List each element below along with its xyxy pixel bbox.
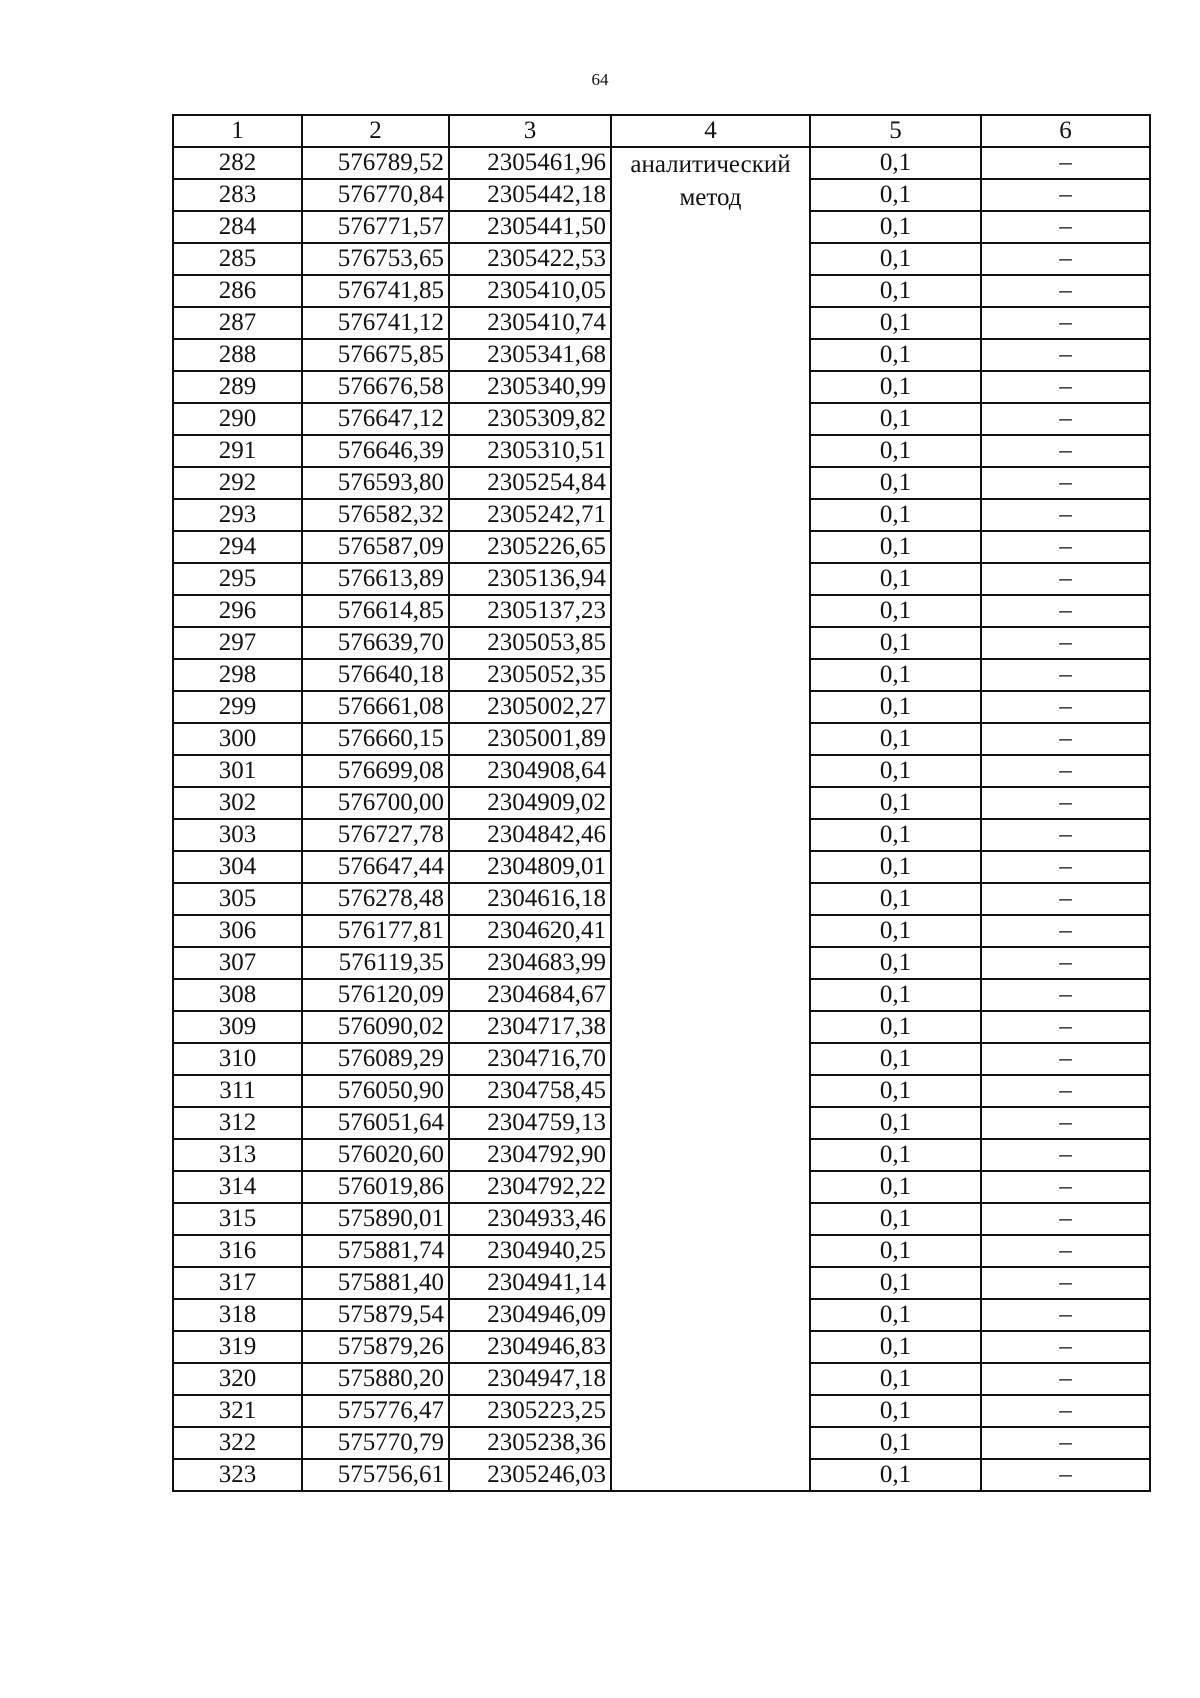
y-coordinate-cell: 2305442,18 [449, 179, 611, 211]
y-coordinate-cell: 2304940,25 [449, 1235, 611, 1267]
y-coordinate-cell: 2304684,67 [449, 979, 611, 1011]
y-coordinate-cell: 2305410,05 [449, 275, 611, 307]
point-number-cell: 297 [173, 627, 302, 659]
note-cell: – [981, 1235, 1150, 1267]
note-cell: – [981, 595, 1150, 627]
y-coordinate-cell: 2305410,74 [449, 307, 611, 339]
accuracy-cell: 0,1 [810, 915, 981, 947]
accuracy-cell: 0,1 [810, 339, 981, 371]
y-coordinate-cell: 2304809,01 [449, 851, 611, 883]
accuracy-cell: 0,1 [810, 179, 981, 211]
y-coordinate-cell: 2304909,02 [449, 787, 611, 819]
note-cell: – [981, 755, 1150, 787]
accuracy-cell: 0,1 [810, 787, 981, 819]
note-cell: – [981, 211, 1150, 243]
y-coordinate-cell: 2304933,46 [449, 1203, 611, 1235]
accuracy-cell: 0,1 [810, 1363, 981, 1395]
point-number-cell: 316 [173, 1235, 302, 1267]
x-coordinate-cell: 575770,79 [302, 1427, 449, 1459]
note-cell: – [981, 371, 1150, 403]
note-cell: – [981, 1459, 1150, 1491]
accuracy-cell: 0,1 [810, 1427, 981, 1459]
x-coordinate-cell: 576661,08 [302, 691, 449, 723]
y-coordinate-cell: 2304717,38 [449, 1011, 611, 1043]
point-number-cell: 310 [173, 1043, 302, 1075]
note-cell: – [981, 531, 1150, 563]
x-coordinate-cell: 575756,61 [302, 1459, 449, 1491]
point-number-cell: 283 [173, 179, 302, 211]
y-coordinate-cell: 2304947,18 [449, 1363, 611, 1395]
x-coordinate-cell: 575776,47 [302, 1395, 449, 1427]
note-cell: – [981, 1363, 1150, 1395]
y-coordinate-cell: 2305340,99 [449, 371, 611, 403]
note-cell: – [981, 1267, 1150, 1299]
point-number-cell: 321 [173, 1395, 302, 1427]
point-number-cell: 285 [173, 243, 302, 275]
x-coordinate-cell: 576771,57 [302, 211, 449, 243]
x-coordinate-cell: 576120,09 [302, 979, 449, 1011]
header-cell-1: 1 [173, 115, 302, 147]
note-cell: – [981, 787, 1150, 819]
note-cell: – [981, 915, 1150, 947]
header-cell-6: 6 [981, 115, 1150, 147]
y-coordinate-cell: 2305052,35 [449, 659, 611, 691]
point-number-cell: 287 [173, 307, 302, 339]
point-number-cell: 306 [173, 915, 302, 947]
point-number-cell: 282 [173, 147, 302, 179]
y-coordinate-cell: 2305341,68 [449, 339, 611, 371]
y-coordinate-cell: 2304946,09 [449, 1299, 611, 1331]
note-cell: – [981, 1107, 1150, 1139]
x-coordinate-cell: 576741,85 [302, 275, 449, 307]
point-number-cell: 305 [173, 883, 302, 915]
accuracy-cell: 0,1 [810, 1107, 981, 1139]
x-coordinate-cell: 576593,80 [302, 467, 449, 499]
x-coordinate-cell: 576582,32 [302, 499, 449, 531]
point-number-cell: 322 [173, 1427, 302, 1459]
point-number-cell: 315 [173, 1203, 302, 1235]
note-cell: – [981, 1331, 1150, 1363]
note-cell: – [981, 563, 1150, 595]
x-coordinate-cell: 575881,40 [302, 1267, 449, 1299]
header-cell-4: 4 [611, 115, 810, 147]
accuracy-cell: 0,1 [810, 243, 981, 275]
note-cell: – [981, 947, 1150, 979]
point-number-cell: 323 [173, 1459, 302, 1491]
accuracy-cell: 0,1 [810, 1075, 981, 1107]
y-coordinate-cell: 2304941,14 [449, 1267, 611, 1299]
point-number-cell: 290 [173, 403, 302, 435]
point-number-cell: 313 [173, 1139, 302, 1171]
y-coordinate-cell: 2305223,25 [449, 1395, 611, 1427]
note-cell: – [981, 1427, 1150, 1459]
note-cell: – [981, 883, 1150, 915]
accuracy-cell: 0,1 [810, 1267, 981, 1299]
x-coordinate-cell: 576741,12 [302, 307, 449, 339]
x-coordinate-cell: 576699,08 [302, 755, 449, 787]
note-cell: – [981, 627, 1150, 659]
point-number-cell: 301 [173, 755, 302, 787]
accuracy-cell: 0,1 [810, 851, 981, 883]
accuracy-cell: 0,1 [810, 883, 981, 915]
accuracy-cell: 0,1 [810, 1171, 981, 1203]
x-coordinate-cell: 575879,54 [302, 1299, 449, 1331]
point-number-cell: 319 [173, 1331, 302, 1363]
accuracy-cell: 0,1 [810, 659, 981, 691]
coordinates-table [172, 114, 1151, 1492]
x-coordinate-cell: 576019,86 [302, 1171, 449, 1203]
x-coordinate-cell: 576613,89 [302, 563, 449, 595]
x-coordinate-cell: 576770,84 [302, 179, 449, 211]
header-cell-5: 5 [810, 115, 981, 147]
point-number-cell: 314 [173, 1171, 302, 1203]
note-cell: – [981, 819, 1150, 851]
y-coordinate-cell: 2304683,99 [449, 947, 611, 979]
y-coordinate-cell: 2304908,64 [449, 755, 611, 787]
note-cell: – [981, 979, 1150, 1011]
point-number-cell: 303 [173, 819, 302, 851]
x-coordinate-cell: 575880,20 [302, 1363, 449, 1395]
note-cell: – [981, 339, 1150, 371]
x-coordinate-cell: 576646,39 [302, 435, 449, 467]
accuracy-cell: 0,1 [810, 275, 981, 307]
accuracy-cell: 0,1 [810, 1139, 981, 1171]
x-coordinate-cell: 576789,52 [302, 147, 449, 179]
x-coordinate-cell: 576639,70 [302, 627, 449, 659]
point-number-cell: 318 [173, 1299, 302, 1331]
note-cell: – [981, 1011, 1150, 1043]
note-cell: – [981, 1203, 1150, 1235]
x-coordinate-cell: 576050,90 [302, 1075, 449, 1107]
x-coordinate-cell: 576700,00 [302, 787, 449, 819]
point-number-cell: 308 [173, 979, 302, 1011]
point-number-cell: 291 [173, 435, 302, 467]
accuracy-cell: 0,1 [810, 1043, 981, 1075]
x-coordinate-cell: 576119,35 [302, 947, 449, 979]
note-cell: – [981, 659, 1150, 691]
note-cell: – [981, 467, 1150, 499]
point-number-cell: 312 [173, 1107, 302, 1139]
table-body [173, 115, 1150, 1491]
note-cell: – [981, 435, 1150, 467]
page-number: 64 [591, 70, 609, 89]
y-coordinate-cell: 2305422,53 [449, 243, 611, 275]
y-coordinate-cell: 2305226,65 [449, 531, 611, 563]
accuracy-cell: 0,1 [810, 819, 981, 851]
point-number-cell: 300 [173, 723, 302, 755]
y-coordinate-cell: 2305254,84 [449, 467, 611, 499]
accuracy-cell: 0,1 [810, 947, 981, 979]
y-coordinate-cell: 2305136,94 [449, 563, 611, 595]
y-coordinate-cell: 2305310,51 [449, 435, 611, 467]
note-cell: – [981, 275, 1150, 307]
point-number-cell: 304 [173, 851, 302, 883]
x-coordinate-cell: 576089,29 [302, 1043, 449, 1075]
note-cell: – [981, 1395, 1150, 1427]
table-row [173, 147, 1150, 179]
y-coordinate-cell: 2305001,89 [449, 723, 611, 755]
accuracy-cell: 0,1 [810, 979, 981, 1011]
accuracy-cell: 0,1 [810, 1235, 981, 1267]
point-number-cell: 296 [173, 595, 302, 627]
note-cell: – [981, 1171, 1150, 1203]
note-cell: – [981, 1043, 1150, 1075]
point-number-cell: 298 [173, 659, 302, 691]
accuracy-cell: 0,1 [810, 499, 981, 531]
y-coordinate-cell: 2305238,36 [449, 1427, 611, 1459]
accuracy-cell: 0,1 [810, 595, 981, 627]
x-coordinate-cell: 576753,65 [302, 243, 449, 275]
accuracy-cell: 0,1 [810, 371, 981, 403]
y-coordinate-cell: 2305441,50 [449, 211, 611, 243]
accuracy-cell: 0,1 [810, 1011, 981, 1043]
accuracy-cell: 0,1 [810, 723, 981, 755]
y-coordinate-cell: 2304946,83 [449, 1331, 611, 1363]
accuracy-cell: 0,1 [810, 403, 981, 435]
x-coordinate-cell: 575881,74 [302, 1235, 449, 1267]
point-number-cell: 294 [173, 531, 302, 563]
point-number-cell: 293 [173, 499, 302, 531]
note-cell: – [981, 691, 1150, 723]
point-number-cell: 289 [173, 371, 302, 403]
x-coordinate-cell: 576614,85 [302, 595, 449, 627]
accuracy-cell: 0,1 [810, 1459, 981, 1491]
note-cell: – [981, 243, 1150, 275]
point-number-cell: 309 [173, 1011, 302, 1043]
note-cell: – [981, 499, 1150, 531]
point-number-cell: 286 [173, 275, 302, 307]
y-coordinate-cell: 2304842,46 [449, 819, 611, 851]
y-coordinate-cell: 2304759,13 [449, 1107, 611, 1139]
y-coordinate-cell: 2304716,70 [449, 1043, 611, 1075]
point-number-cell: 317 [173, 1267, 302, 1299]
y-coordinate-cell: 2305053,85 [449, 627, 611, 659]
x-coordinate-cell: 576020,60 [302, 1139, 449, 1171]
point-number-cell: 284 [173, 211, 302, 243]
x-coordinate-cell: 576676,58 [302, 371, 449, 403]
y-coordinate-cell: 2305137,23 [449, 595, 611, 627]
note-cell: – [981, 1299, 1150, 1331]
note-cell: – [981, 179, 1150, 211]
note-cell: – [981, 851, 1150, 883]
accuracy-cell: 0,1 [810, 147, 981, 179]
accuracy-cell: 0,1 [810, 1395, 981, 1427]
point-number-cell: 292 [173, 467, 302, 499]
note-cell: – [981, 1139, 1150, 1171]
y-coordinate-cell: 2305309,82 [449, 403, 611, 435]
x-coordinate-cell: 576660,15 [302, 723, 449, 755]
point-number-cell: 302 [173, 787, 302, 819]
accuracy-cell: 0,1 [810, 531, 981, 563]
accuracy-cell: 0,1 [810, 435, 981, 467]
accuracy-cell: 0,1 [810, 627, 981, 659]
x-coordinate-cell: 576090,02 [302, 1011, 449, 1043]
x-coordinate-cell: 575890,01 [302, 1203, 449, 1235]
x-coordinate-cell: 576177,81 [302, 915, 449, 947]
point-number-cell: 307 [173, 947, 302, 979]
x-coordinate-cell: 576587,09 [302, 531, 449, 563]
accuracy-cell: 0,1 [810, 1299, 981, 1331]
x-coordinate-cell: 576278,48 [302, 883, 449, 915]
accuracy-cell: 0,1 [810, 211, 981, 243]
x-coordinate-cell: 576051,64 [302, 1107, 449, 1139]
accuracy-cell: 0,1 [810, 1331, 981, 1363]
accuracy-cell: 0,1 [810, 691, 981, 723]
accuracy-cell: 0,1 [810, 755, 981, 787]
header-row [173, 115, 1150, 147]
note-cell: – [981, 723, 1150, 755]
x-coordinate-cell: 575879,26 [302, 1331, 449, 1363]
method-cell: аналитический метод [611, 147, 810, 1491]
point-number-cell: 320 [173, 1363, 302, 1395]
point-number-cell: 288 [173, 339, 302, 371]
y-coordinate-cell: 2304792,22 [449, 1171, 611, 1203]
x-coordinate-cell: 576727,78 [302, 819, 449, 851]
header-cell-3: 3 [449, 115, 611, 147]
y-coordinate-cell: 2305461,96 [449, 147, 611, 179]
y-coordinate-cell: 2304620,41 [449, 915, 611, 947]
y-coordinate-cell: 2305242,71 [449, 499, 611, 531]
x-coordinate-cell: 576647,44 [302, 851, 449, 883]
note-cell: – [981, 147, 1150, 179]
y-coordinate-cell: 2304792,90 [449, 1139, 611, 1171]
point-number-cell: 299 [173, 691, 302, 723]
note-cell: – [981, 307, 1150, 339]
accuracy-cell: 0,1 [810, 467, 981, 499]
accuracy-cell: 0,1 [810, 1203, 981, 1235]
header-cell-2: 2 [302, 115, 449, 147]
x-coordinate-cell: 576675,85 [302, 339, 449, 371]
accuracy-cell: 0,1 [810, 563, 981, 595]
note-cell: – [981, 1075, 1150, 1107]
point-number-cell: 311 [173, 1075, 302, 1107]
y-coordinate-cell: 2304758,45 [449, 1075, 611, 1107]
x-coordinate-cell: 576647,12 [302, 403, 449, 435]
x-coordinate-cell: 576640,18 [302, 659, 449, 691]
point-number-cell: 295 [173, 563, 302, 595]
y-coordinate-cell: 2305246,03 [449, 1459, 611, 1491]
accuracy-cell: 0,1 [810, 307, 981, 339]
y-coordinate-cell: 2305002,27 [449, 691, 611, 723]
y-coordinate-cell: 2304616,18 [449, 883, 611, 915]
note-cell: – [981, 403, 1150, 435]
